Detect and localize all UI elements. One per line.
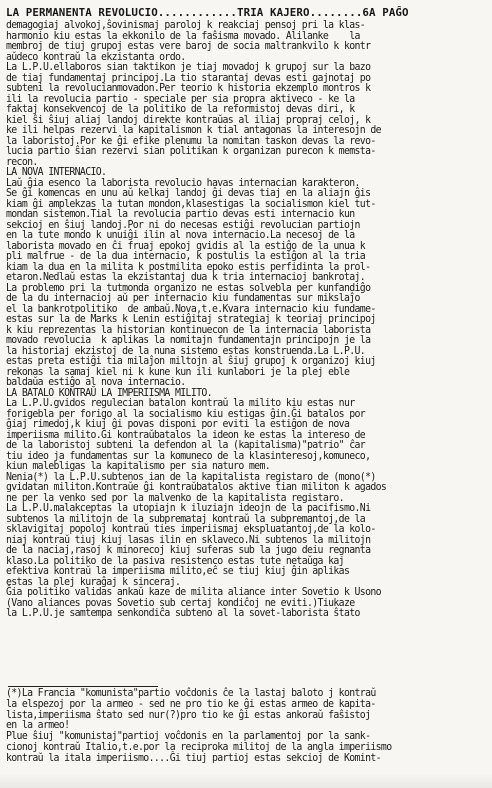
page-header: LA PERMANENTA REVOLUCIO............TRIA KAJERO........6A PAĜO bbox=[6, 6, 409, 19]
scan-shadow bbox=[0, 774, 492, 788]
document-body-text: demagogiaj alvokoj,ŝovinismaj paroloj k reakciaj pensoj pri la klas- harmonio kiu estas la ekkonilo de la faŝisma movado. Alilanke la membroj de tiuj grupoj estas vere baroj de socia maltrankvilo k kontr aŭdeco kontraŭ la ekzistanta ordo. La L.P.U.ellaboros sian taktikon je tiaj movadoj k grupoj sur la bazo de tiaj fundamentaj principoj.La tio starantaj devas esti gajnotaj po subteni la revolucianmovadon.Per teorio k historia ekzemplo montros k ili la revolucia partio - speciale per sia propra aktiveco - ke la faktaj konsekvencoj de la politiko de la reformistoj devas diri, k kiel ŝi ŝiuj aliaj landoj direkte kontraŭas al iliaj propraj celoj, k ke ili helpas rezervi la kapitalismon k tial antagonas la interesojn de la laboristoj.Por ke ĝi efike plenumu la nomitan taskon devas la revo- lucia partio ŝian rezervi sian politikan k organizan purecon k memsta- recon. LA NOVA INTERNACIO. Laŭ ĝia esenco la laborista revolucio havas internacian karakteron. Se ĝi komencas en unu aŭ kelkaj landoj ĝi devas tiaj en la aliajn ĝis kiam ĝi amplekzas la tutan mondon,klasestigas la socialismon kiel tut- mondan sistemon.Tial la revolucia partio devas esti internacio kun sekcioj en ŝiuj landoj.Por ni do necesas estiĝi revolucian partiojn en la tute mondo k unuiĝi ilin al nova internacio.La necesoj de la laborista movado en ĉi fruaj epokoj gvidis al la estiĝo de la unua k pli malfrue - de la dua internacio, k postulis la estiĝon al la tria kiam la dua en la milita k postmilita epoko estis perfidinta la prol- etaron.Nedlaŭ estas la ekzistantaj dua k tria internacioj bankrotaj. La problemo pri la tutmonda organizo ne estas solvebla per kunfandiĝo de la du internacioj aŭ per internacio kiu fundamentas sur mikslaĵo el la bankrotpolitiko de ambaŭ.Nova,t.e.Kvara internacio kiu fundame- estas sur la de Marks k Lenin estiĝitaj strategiaj k teoriaj principoj k kiu reprezentas la historian kontinuecon de la internacia laborista movado revolucia k aplikas la nomitajn fundamentajn principojn je la la historiaj ekzistoj de la nuna sistemo estas konstruenda.La L.P.U. estas preta estiĝi tia milaĵon miltojn al ŝiuj grupoj k organizoj kiuj rekonas la samaj kiel ni k kune kun ili kunlabori je la plej eble baldaŭa estiĝo al nova internacio. LA BATALO KONTRAŬ LA IMPERIISMA MILITO. La L.P.U.gvidos regulecian batalon kontraŭ la milito kiu estas nur forigebla per forigo al la socialismo kiu estigas ĝin.Ĝi batalos por ĝiaj rimedoj,k kiuj ĝi povas disponi por eviti la estiĝon de nova imperiisma milito.Ĝi kontraŭbatalos la ideon ke estas la intereso de de la laboristoj subteni la defendon al la (kapitalisma)"patrio" ĉar tiu ideo ja fundamentas sur la komuneco de la klasinteresoj,komuneco, kiun malebligas la kapitalismo per sia naturo mem. Nenia(*) la L.P.U.subtenos ian de la kapitalista registaro de (mono(*) gvidatan militon.Kontraŭe ĝi kontraŭbatalos aktive tian militon k agados ne per la venko sed por la malvenko de la kapitalista registaro. La L.P.U.malakceptas la utopiajn k iluziajn ideojn de la pacifismo.Ni subtenos la militojn de la subpremataj kontraŭ la subpremantoj,de la sklavigitaj popoloj kontraŭ ties imperiismaj ekspluatantoj,de la kolo- niaj kontraŭ tiuj kiuj lasas ilin en sklaveco.Ni subtenos la militojn de la naciaj,rasoj k minorecoj kiuj suferas sub la jugo deiu regnanta klaso.La politiko de la pasiva resistenco estas tute netaŭga kaj efektiva kontraŭ la imperiisma milito,eĉ se tiuj kiuj ĝin aplikas estas la plej kuraĝaj k sinceraj. Ĝia politiko validas ankaŭ kaze de milita aliance inter Sovetio k Usono (Vano aliances povas Sovetio sub certaj kondiĉoj ne eviti.)Tiukaze la L.P.U.je samtempa senkondiĉa subteno al la sovet-laborista ŝtato bbox=[6, 19, 387, 619]
footnotes-text: (*)La Francia "komunista"partio voĉdonis ĉe la lastaj baloto j kontraŭ la elspezoj por la armeo - sed ne pro tio ke ĝi estas armeo de kapita- lista,imperiisma ŝtato sed nur(?)pro tio ke ĝi estas ankoraŭ faŝistoj en la armeo! Plue ŝiuj "komunistaj"partioj voĉdonis en la parlamentoj por la sank- cionoj kontraŭ Italio,t.e.por la reciproka militoj de la angla imperiismo kontraŭ la itala imperiismo....Ĝi tiuj partioj estas sekcioj de Komint- bbox=[6, 687, 392, 764]
